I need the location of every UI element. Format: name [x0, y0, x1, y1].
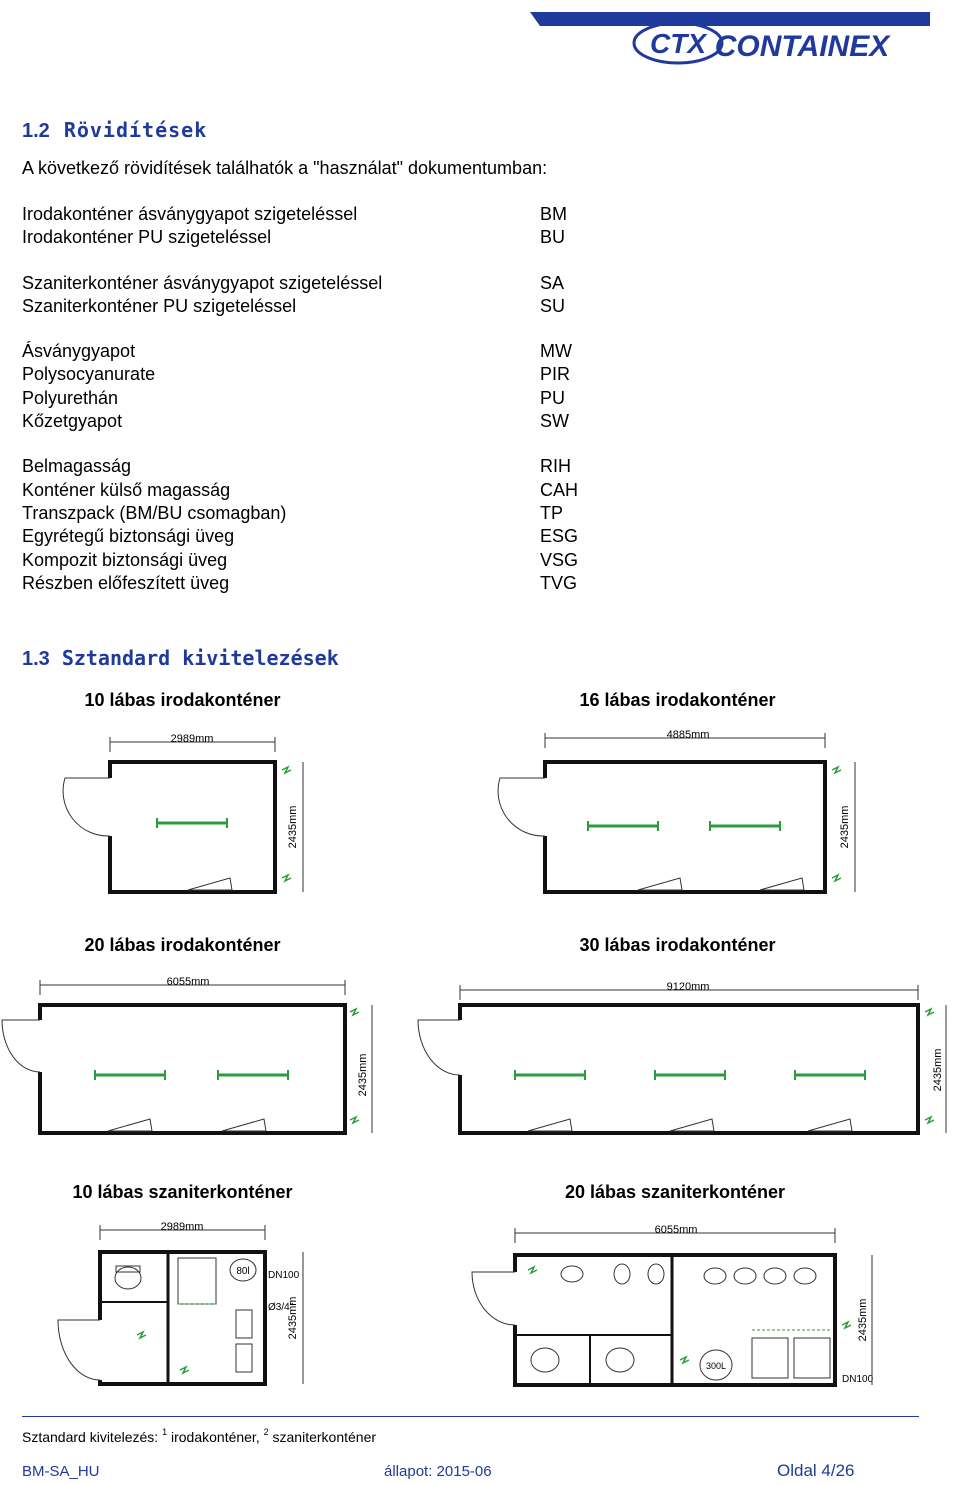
- section-1-2-title: Rövidítések: [63, 118, 208, 142]
- abbr-code: ESG: [540, 526, 579, 547]
- caption-office-10: 10 lábas irodakonténer: [84, 690, 281, 710]
- dim-width-office-10: 2989mm: [170, 733, 214, 745]
- dim-depth-sanitary-10: 2435mm: [287, 1296, 299, 1340]
- footer-note-prefix: Sztandard kivitelezés:: [22, 1429, 159, 1445]
- caption-sanitary-20: 20 lábas szaniterkonténer: [564, 1182, 786, 1202]
- abbr-row: [22, 203, 662, 226]
- dim-width-office-16: 4885mm: [666, 729, 710, 741]
- abbr-term: Kompozit biztonsági üveg: [22, 549, 228, 570]
- footer-note-2: szaniterkonténer: [272, 1429, 377, 1445]
- abbr-code: VSG: [540, 549, 579, 570]
- section-1-3-title: Sztandard kivitelezések: [61, 646, 339, 670]
- footer-note-2-sup: 2: [263, 1427, 269, 1437]
- abbr-term: Polysocyanurate: [22, 364, 156, 385]
- dim-width-sanitary-20: 6055mm: [654, 1224, 698, 1236]
- footer-page-number: Oldal 4/26: [777, 1461, 855, 1480]
- footer-note-1-sup: 1: [162, 1427, 168, 1437]
- abbr-row: [22, 525, 662, 548]
- abbr-row: [22, 272, 662, 295]
- caption-sanitary-10: 10 lábas szaniterkonténer: [72, 1182, 293, 1202]
- abbr-group-containers-office: [22, 203, 662, 250]
- plan-office-10: [63, 733, 303, 892]
- dim-depth-office-30: 2435mm: [932, 1048, 944, 1092]
- abbr-code: PU: [540, 387, 566, 408]
- abbr-term: Egyrétegű biztonsági üveg: [22, 526, 235, 547]
- abbr-term: Irodakonténer ásványgyapot szigeteléssel: [22, 204, 358, 224]
- abbr-row: [22, 572, 662, 595]
- abbr-code: TP: [540, 502, 564, 523]
- label-dn100-sanitary-20: DN100: [842, 1374, 874, 1385]
- section-1-3-number: 1.3: [22, 648, 50, 670]
- abbr-row: [22, 340, 662, 363]
- abbr-code: SW: [540, 411, 569, 432]
- section-1-2-intro: A következő rövidítések találhatók a "használat" dokumentumban:: [22, 158, 548, 178]
- logo-mark: CTX: [650, 28, 706, 59]
- abbr-row: [22, 455, 662, 478]
- abbr-code: PIR: [540, 364, 571, 385]
- abbr-row: [22, 410, 662, 433]
- caption-office-20: 20 lábas irodakonténer: [84, 935, 281, 955]
- abbr-code: MW: [540, 341, 572, 362]
- abbr-term: Szaniterkonténer PU szigeteléssel: [22, 295, 297, 316]
- dim-depth-sanitary-20: 2435mm: [857, 1298, 869, 1342]
- abbr-row: [22, 226, 662, 249]
- abbreviation-list: [22, 203, 662, 617]
- footer-note-1: irodakonténer,: [170, 1429, 260, 1445]
- abbr-row: [22, 549, 662, 572]
- abbr-code: BU: [540, 227, 566, 248]
- footer-doc-code: BM-SA_HU: [22, 1463, 100, 1480]
- abbr-term: Transzpack (BM/BU csomagban): [22, 502, 287, 523]
- abbr-term: Konténer külső magasság: [22, 479, 231, 500]
- abbr-row: [22, 502, 662, 525]
- section-1-3-heading: [22, 646, 339, 671]
- abbr-term: Belmagasság: [22, 456, 132, 477]
- abbr-term: Kőzetgyapot: [22, 411, 123, 432]
- footer-status: állapot: 2015-06: [384, 1463, 492, 1480]
- abbr-code: TVG: [540, 572, 578, 593]
- abbr-code: BM: [540, 204, 567, 224]
- label-boiler-sanitary-20: 300L: [705, 1361, 727, 1371]
- dim-depth-office-16: 2435mm: [839, 805, 851, 849]
- floor-plans: [0, 725, 960, 1415]
- abbr-group-misc: [22, 455, 662, 595]
- abbr-code: CAH: [540, 479, 579, 500]
- label-boiler-sanitary-10: 80l: [236, 1266, 250, 1277]
- dim-width-office-20: 6055mm: [166, 976, 210, 988]
- logo-text: CONTAINEX: [714, 30, 890, 63]
- abbr-group-containers-sanitary: [22, 272, 662, 319]
- dim-depth-office-20: 2435mm: [357, 1053, 369, 1097]
- dim-depth-office-10: 2435mm: [287, 805, 299, 849]
- abbr-code: SU: [540, 295, 566, 316]
- footer-divider: [22, 1416, 919, 1417]
- abbr-term: Ásványgyapot: [22, 341, 136, 362]
- caption-office-16: 16 lábas irodakonténer: [579, 690, 776, 710]
- plan-sanitary-10: [58, 1221, 303, 1384]
- dim-width-office-30: 9120mm: [666, 981, 710, 993]
- plan-sanitary-20: [472, 1224, 874, 1385]
- section-1-2-heading: [22, 118, 207, 143]
- plan-office-20: [2, 976, 372, 1133]
- plan-office-30: [418, 981, 946, 1133]
- abbr-row: [22, 479, 662, 502]
- abbr-code: SA: [540, 272, 565, 293]
- containex-logo: [530, 10, 930, 70]
- abbr-term: Polyurethán: [22, 387, 119, 408]
- abbr-row: [22, 387, 662, 410]
- abbr-term: Részben előfeszített üveg: [22, 572, 230, 593]
- plan-office-16: [498, 729, 855, 892]
- caption-office-30: 30 lábas irodakonténer: [579, 935, 776, 955]
- abbr-term: Szaniterkonténer ásványgyapot szigeteléssel: [22, 272, 383, 293]
- abbr-row: [22, 363, 662, 386]
- abbr-code: RIH: [540, 456, 571, 477]
- label-pipe-sanitary-10: Ø3/4": [268, 1302, 294, 1313]
- abbr-group-insulation: [22, 340, 662, 433]
- footer-note: [22, 1427, 376, 1445]
- dim-width-sanitary-10: 2989mm: [160, 1221, 204, 1233]
- abbr-term: Irodakonténer PU szigeteléssel: [22, 227, 272, 248]
- label-dn100-sanitary-10: DN100: [268, 1270, 300, 1281]
- abbr-row: [22, 295, 662, 318]
- section-1-2-number: 1.2: [22, 120, 50, 142]
